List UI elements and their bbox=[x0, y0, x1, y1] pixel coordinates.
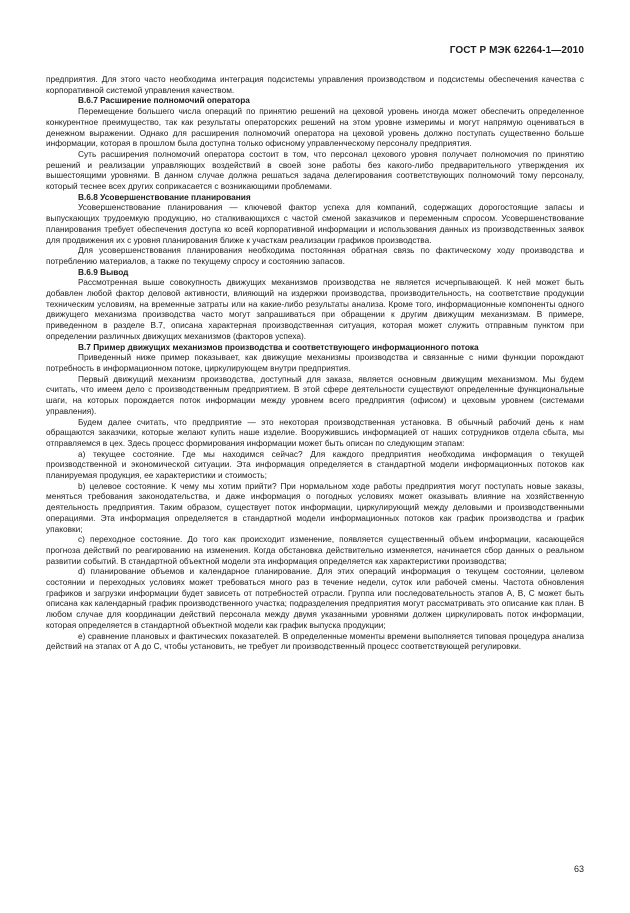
page-number: 63 bbox=[573, 864, 584, 874]
paragraph: Первый движущий механизм производства, доступный для заказа, является основным движущим механизмом. Мы будем считать, что имеем дело с производственным предприятием. В этой сфере деятельности существуют определенные функциональные шаги, на которых порождается поток информации между уровнем всего предприятия (офисом) и цеховым уровнем (системами управления). bbox=[46, 373, 584, 416]
paragraph: а) текущее состояние. Где мы находимся сейчас? Для каждого предприятия необходима информация о текущей производственной и экономической ситуации. Эта информация определяется в стандартной модели информационных потоков как планируемая продукция, ее характеристики и стоимость; bbox=[46, 448, 584, 481]
paragraph: Перемещение большего числа операций по принятию решений на цеховой уровень иногда может обеспечить определенное конкурентное преимущество, так как результаты операторских решений на этом уровне измеримы и могут напрямую оцениваться в денежном выражении. Однако для расширения полномочий оператора на цеховой уровень должно поступать существенно больше информации, которая в прошлом была доступна только офисному управленческому персоналу предприятия. bbox=[46, 106, 584, 149]
paragraph: b) целевое состояние. К чему мы хотим прийти? При нормальном ходе работы предприятия могут поступать новые заказы, меняться требования законодательства, и даже информация о погодных условиях может оказывать влияние на хозяйственную деятельность предприятия. Таким образом, существует поток информации, циркулирующий между деловыми и производственными операциями. Эта информация определяется в стандартной модели информационных потоков как график производства и график упаковки; bbox=[46, 480, 584, 534]
standard-header: ГОСТ Р МЭК 62264-1—2010 bbox=[449, 45, 584, 56]
section-heading: В.6.9 Вывод bbox=[78, 266, 129, 277]
paragraph: предприятия. Для этого часто необходима интеграция подсистемы управления производством и подсистемы обеспечения качества с корпоративной системой управления качеством. bbox=[46, 74, 584, 95]
paragraph: Усовершенствование планирования — ключевой фактор успеха для компаний, содержащих дорогостоящие запасы и выпускающих трудоемкую продукцию, но сталкивающихся с частой сменой заказчиков и переменным спросом. Усовершенствование планирования требует обеспечения доступа ко всей корпоративной информации и использования данных из производственных заявок для продвижения их с уровня планирования ближе к участкам реализации графиков производства. bbox=[46, 202, 584, 245]
paragraph: Для усовершенствования планирования необходима постоянная обратная связь по фактическому ходу производства и потреблению материалов, а также по текущему спросу и состоянию запасов. bbox=[46, 245, 584, 266]
section-heading: В.6.7 Расширение полномочий оператора bbox=[78, 95, 250, 106]
paragraph: Рассмотренная выше совокупность движущих механизмов производства не является исчерпывающей. К ней может быть добавлен любой фактор деловой активности, влияющий на издержки производства, производительность, на соответствие продукции техническим условиям, на временные затраты или на какие-либо результаты анализа. Кроме того, информационные компоненты одного движущего механизма производства часто могут запрашиваться при обращении к другим движущим механизмам. В примере, приведенном в разделе В.7, описана характерная производственная ситуация, которая может служить отправным пунктом при определении различных движущих механизмов (факторов успеха). bbox=[46, 277, 584, 341]
paragraph: е) сравнение плановых и фактических показателей. В определенные моменты времени выполняется типовая процедура анализа действий на этапах от А до С, чтобы установить, не требует ли производственный процесс соответствующей регулировки. bbox=[46, 630, 584, 652]
paragraph: Приведенный ниже пример показывает, как движущие механизмы производства и связанные с ними функции порождают потребность в информационном потоке, циркулирующем внутри предприятия. bbox=[46, 352, 584, 373]
paragraph: с) переходное состояние. До того как происходит изменение, появляется существенный объем информации, касающейся прогноза действий по реагированию на изменения. Когда обстановка действительно изменяется, начинается сбор данных о реальном развитии событий. В стандартной объектной модели эта информация определяется как характеристики производства; bbox=[46, 534, 584, 566]
paragraph: Суть расширения полномочий оператора состоит в том, что персонал цехового уровня получает полномочия по принятию решений и реализации управляющих воздействий в своей зоне работы без какого-либо предварительного утверждения их вышестоящими уровнями. В данном случае должна решаться задача делегирования соответствующих полномочий тому персоналу, который теснее всех других соприкасается с возникающими проблемами. bbox=[46, 148, 584, 192]
paragraph: Будем далее считать, что предприятие — это некоторая производственная установка. В обычный рабочий день к нам обращаются заказчики, которые желают купить наше изделие. Вооружившись информацией от наших сотрудников отдела сбыта, мы отправляемся в цех. Здесь процесс формирования информации может быть описан по следующим этапам: bbox=[46, 416, 584, 448]
section-heading: В.6.8 Усовершенствование планирования bbox=[78, 191, 251, 202]
section-heading: В.7 Пример движущих механизмов производства и соответствующего информационного потока bbox=[78, 341, 479, 352]
document-body bbox=[46, 74, 584, 652]
paragraph: d) планирование объемов и календарное планирование. Для этих операций информация о текущем состоянии, целевом состоянии и переходных условиях может требоваться много раз в течение недели, суток или рабочей смены. Частота обновления графиков и загрузки информации будет зависеть от потребностей отрасли. Группа или последовательность этапов А, В, С может быть описана как календарный график производственного участка; подразделения предприятия могут рассматривать это описание как план. В любом случае для координации действий персонала между двумя указанными уровнями должен циркулировать поток информации, которая определяется в стандартной объектной модели как график выпуска продукции; bbox=[46, 566, 584, 630]
